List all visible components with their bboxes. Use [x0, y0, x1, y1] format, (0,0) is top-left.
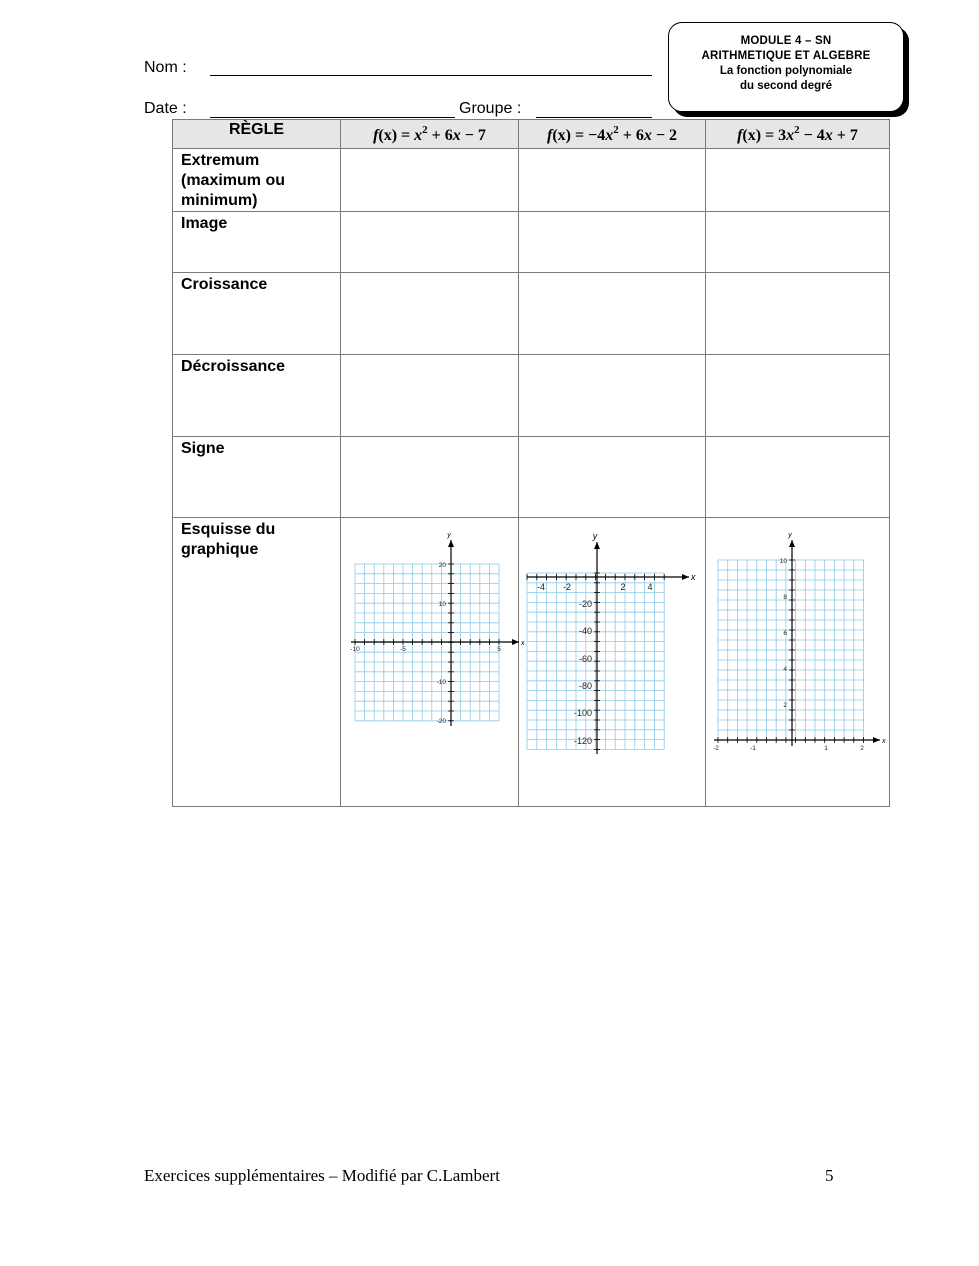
row-label-image: Image	[173, 212, 341, 273]
y-tick-label: 20	[438, 562, 446, 569]
row-label-signe: Signe	[173, 437, 341, 518]
groupe-field[interactable]	[536, 117, 652, 118]
answer-cell[interactable]	[706, 355, 890, 437]
answer-cell[interactable]	[341, 273, 519, 355]
x-axis-arrow-icon	[682, 574, 689, 580]
page-number: 5	[825, 1166, 834, 1185]
regle-header: RÈGLE	[173, 120, 341, 149]
y-tick-label: 10	[438, 601, 446, 608]
x-tick-label: -5	[400, 646, 406, 653]
row-label-esquisse: Esquisse du graphique	[173, 518, 341, 807]
answer-cell[interactable]	[341, 355, 519, 437]
x-tick-label: 5	[497, 646, 501, 653]
y-tick-label: 8	[783, 594, 787, 601]
function-3-header: $f(x) = 3x^2 - 4x + 7$	[706, 120, 890, 149]
x-axis-label: x	[882, 738, 886, 745]
y-tick-label: -60	[578, 654, 592, 664]
y-tick-label: -80	[578, 681, 592, 691]
answer-cell[interactable]	[706, 212, 890, 273]
row-label-croissance: Croissance	[173, 273, 341, 355]
answer-cell[interactable]	[341, 212, 519, 273]
y-tick-label: 10	[779, 558, 787, 565]
x-tick-label: -2	[713, 745, 719, 752]
x-axis-arrow-icon	[873, 737, 880, 743]
y-tick-label: 6	[783, 630, 787, 637]
x-tick-label: 2	[860, 745, 864, 752]
function-1-header: $f(x) = x^2 + 6x - 7$	[341, 120, 519, 149]
y-axis-arrow-icon	[594, 542, 600, 549]
module-subject: ARITHMETIQUE ET ALGEBRE	[701, 50, 871, 62]
module-topic: La fonction polynomiale	[719, 65, 853, 77]
coordinate-grid-1[interactable]	[341, 518, 525, 806]
y-axis-arrow-icon	[789, 540, 795, 547]
answer-cell[interactable]	[519, 355, 706, 437]
answer-cell[interactable]	[519, 149, 706, 212]
x-tick-label: -2	[562, 582, 572, 592]
graph-cell-1[interactable]	[341, 518, 525, 807]
answer-cell[interactable]	[519, 437, 706, 518]
y-axis-label: y	[592, 531, 598, 541]
answer-cell[interactable]	[706, 437, 890, 518]
nom-label: Nom :	[144, 59, 187, 76]
x-tick-label: 1	[824, 745, 828, 752]
y-tick-label: 4	[783, 666, 787, 673]
y-tick-label: -10	[436, 679, 446, 686]
row-label-extremum: Extremum (maximum ou minimum)	[173, 149, 341, 212]
y-tick-label: 2	[783, 702, 787, 709]
answer-cell[interactable]	[706, 149, 890, 212]
graph-cell-3[interactable]	[706, 518, 890, 807]
answer-cell[interactable]	[519, 273, 706, 355]
nom-field[interactable]	[210, 75, 652, 76]
footer-text: Exercices supplémentaires – Modifié par C.Lambert	[144, 1166, 500, 1185]
y-tick-label: -20	[436, 718, 446, 725]
function-2-header: $f(x) = -4x^2 + 6x - 2$	[519, 120, 706, 149]
coordinate-grid-3[interactable]	[706, 518, 890, 806]
x-tick-label: -10	[350, 646, 360, 653]
x-tick-label: -4	[536, 582, 546, 592]
answer-cell[interactable]	[341, 437, 519, 518]
x-axis-label: x	[521, 640, 525, 647]
answer-cell[interactable]	[341, 149, 519, 212]
x-tick-label: 4	[647, 582, 653, 592]
y-tick-label: -120	[573, 736, 592, 746]
y-tick-label: -100	[573, 708, 592, 718]
module-topic-cont: du second degré	[739, 80, 833, 92]
module-title: MODULE 4 – SN	[740, 35, 832, 47]
y-axis-arrow-icon	[448, 540, 454, 547]
y-tick-label: -20	[578, 599, 592, 609]
x-axis-label: x	[691, 572, 696, 582]
date-field[interactable]	[210, 117, 455, 118]
y-tick-label: -40	[578, 626, 592, 636]
y-axis-label: y	[788, 532, 792, 539]
module-box	[668, 22, 904, 112]
date-label: Date :	[144, 100, 187, 117]
x-tick-label: 2	[620, 582, 626, 592]
y-axis-label: y	[447, 532, 451, 539]
graph-cell-2[interactable]	[519, 518, 706, 807]
row-label-decroissance: Décroissance	[173, 355, 341, 437]
exercise-table	[172, 119, 890, 807]
x-tick-label: -1	[750, 745, 756, 752]
answer-cell[interactable]	[706, 273, 890, 355]
answer-cell[interactable]	[519, 212, 706, 273]
groupe-label: Groupe :	[459, 100, 522, 117]
coordinate-grid-2[interactable]	[519, 518, 706, 806]
